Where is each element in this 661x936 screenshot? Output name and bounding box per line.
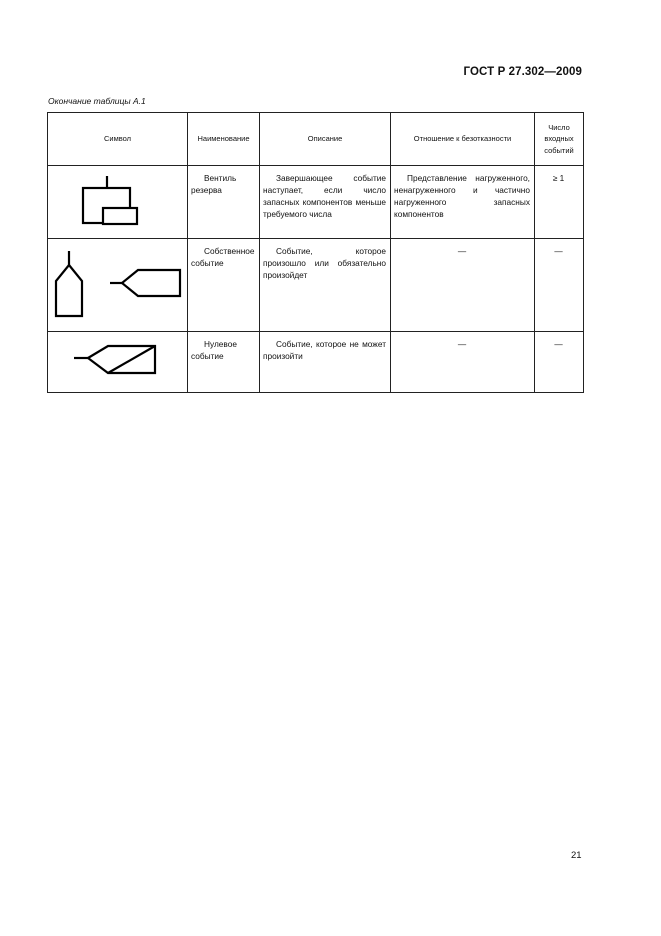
reliability-cell <box>391 239 535 332</box>
table-row <box>48 239 584 332</box>
page-number: 21 <box>571 850 582 861</box>
col-header-symbol: Символ <box>48 113 188 166</box>
row-description: Событие, которое произошло или обязательно произойдет <box>263 246 386 281</box>
reserve-gate-symbol-icon <box>48 166 188 238</box>
row-inputs: — <box>554 339 563 349</box>
row-inputs: ≥ 1 <box>552 173 565 183</box>
row-reliability: — <box>457 246 467 256</box>
table-header-row <box>48 113 584 166</box>
inputs-cell <box>535 166 584 239</box>
table-row <box>48 332 584 393</box>
symbol-cell <box>48 332 188 393</box>
symbols-table <box>47 112 584 393</box>
col-header-inputs: Число входных событий <box>535 113 584 166</box>
row-description: Завершающее событие наступает, если число запасных компонентов меньше требуемого числа <box>263 173 386 220</box>
own-event-symbol-icon <box>48 239 188 331</box>
row-reliability: Представление нагруженного, ненагруженного и частично нагруженного запасных компонентов <box>394 173 530 220</box>
name-cell <box>188 239 260 332</box>
reliability-cell <box>391 332 535 393</box>
col-header-reliability: Отношение к безотказности <box>391 113 535 166</box>
row-name: Нулевое событие <box>191 339 237 362</box>
inputs-cell <box>535 239 584 332</box>
table-caption: Окончание таблицы А.1 <box>48 96 146 106</box>
row-reliability: — <box>457 339 467 349</box>
description-cell <box>260 166 391 239</box>
reliability-cell <box>391 166 535 239</box>
row-description: Событие, которое не может произойти <box>263 339 386 362</box>
name-cell <box>188 332 260 393</box>
description-cell <box>260 332 391 393</box>
inputs-cell <box>535 332 584 393</box>
symbol-cell <box>48 166 188 239</box>
name-cell <box>188 166 260 239</box>
standard-code: ГОСТ Р 27.302—2009 <box>463 66 582 78</box>
col-header-description: Описание <box>260 113 391 166</box>
null-event-symbol-icon <box>48 332 188 392</box>
description-cell <box>260 239 391 332</box>
row-name: Вентиль резерва <box>191 173 237 196</box>
table-row <box>48 166 584 239</box>
col-header-name: Наименование <box>188 113 260 166</box>
row-name: Собственное событие <box>191 246 255 269</box>
row-inputs: — <box>554 246 563 256</box>
symbol-cell <box>48 239 188 332</box>
